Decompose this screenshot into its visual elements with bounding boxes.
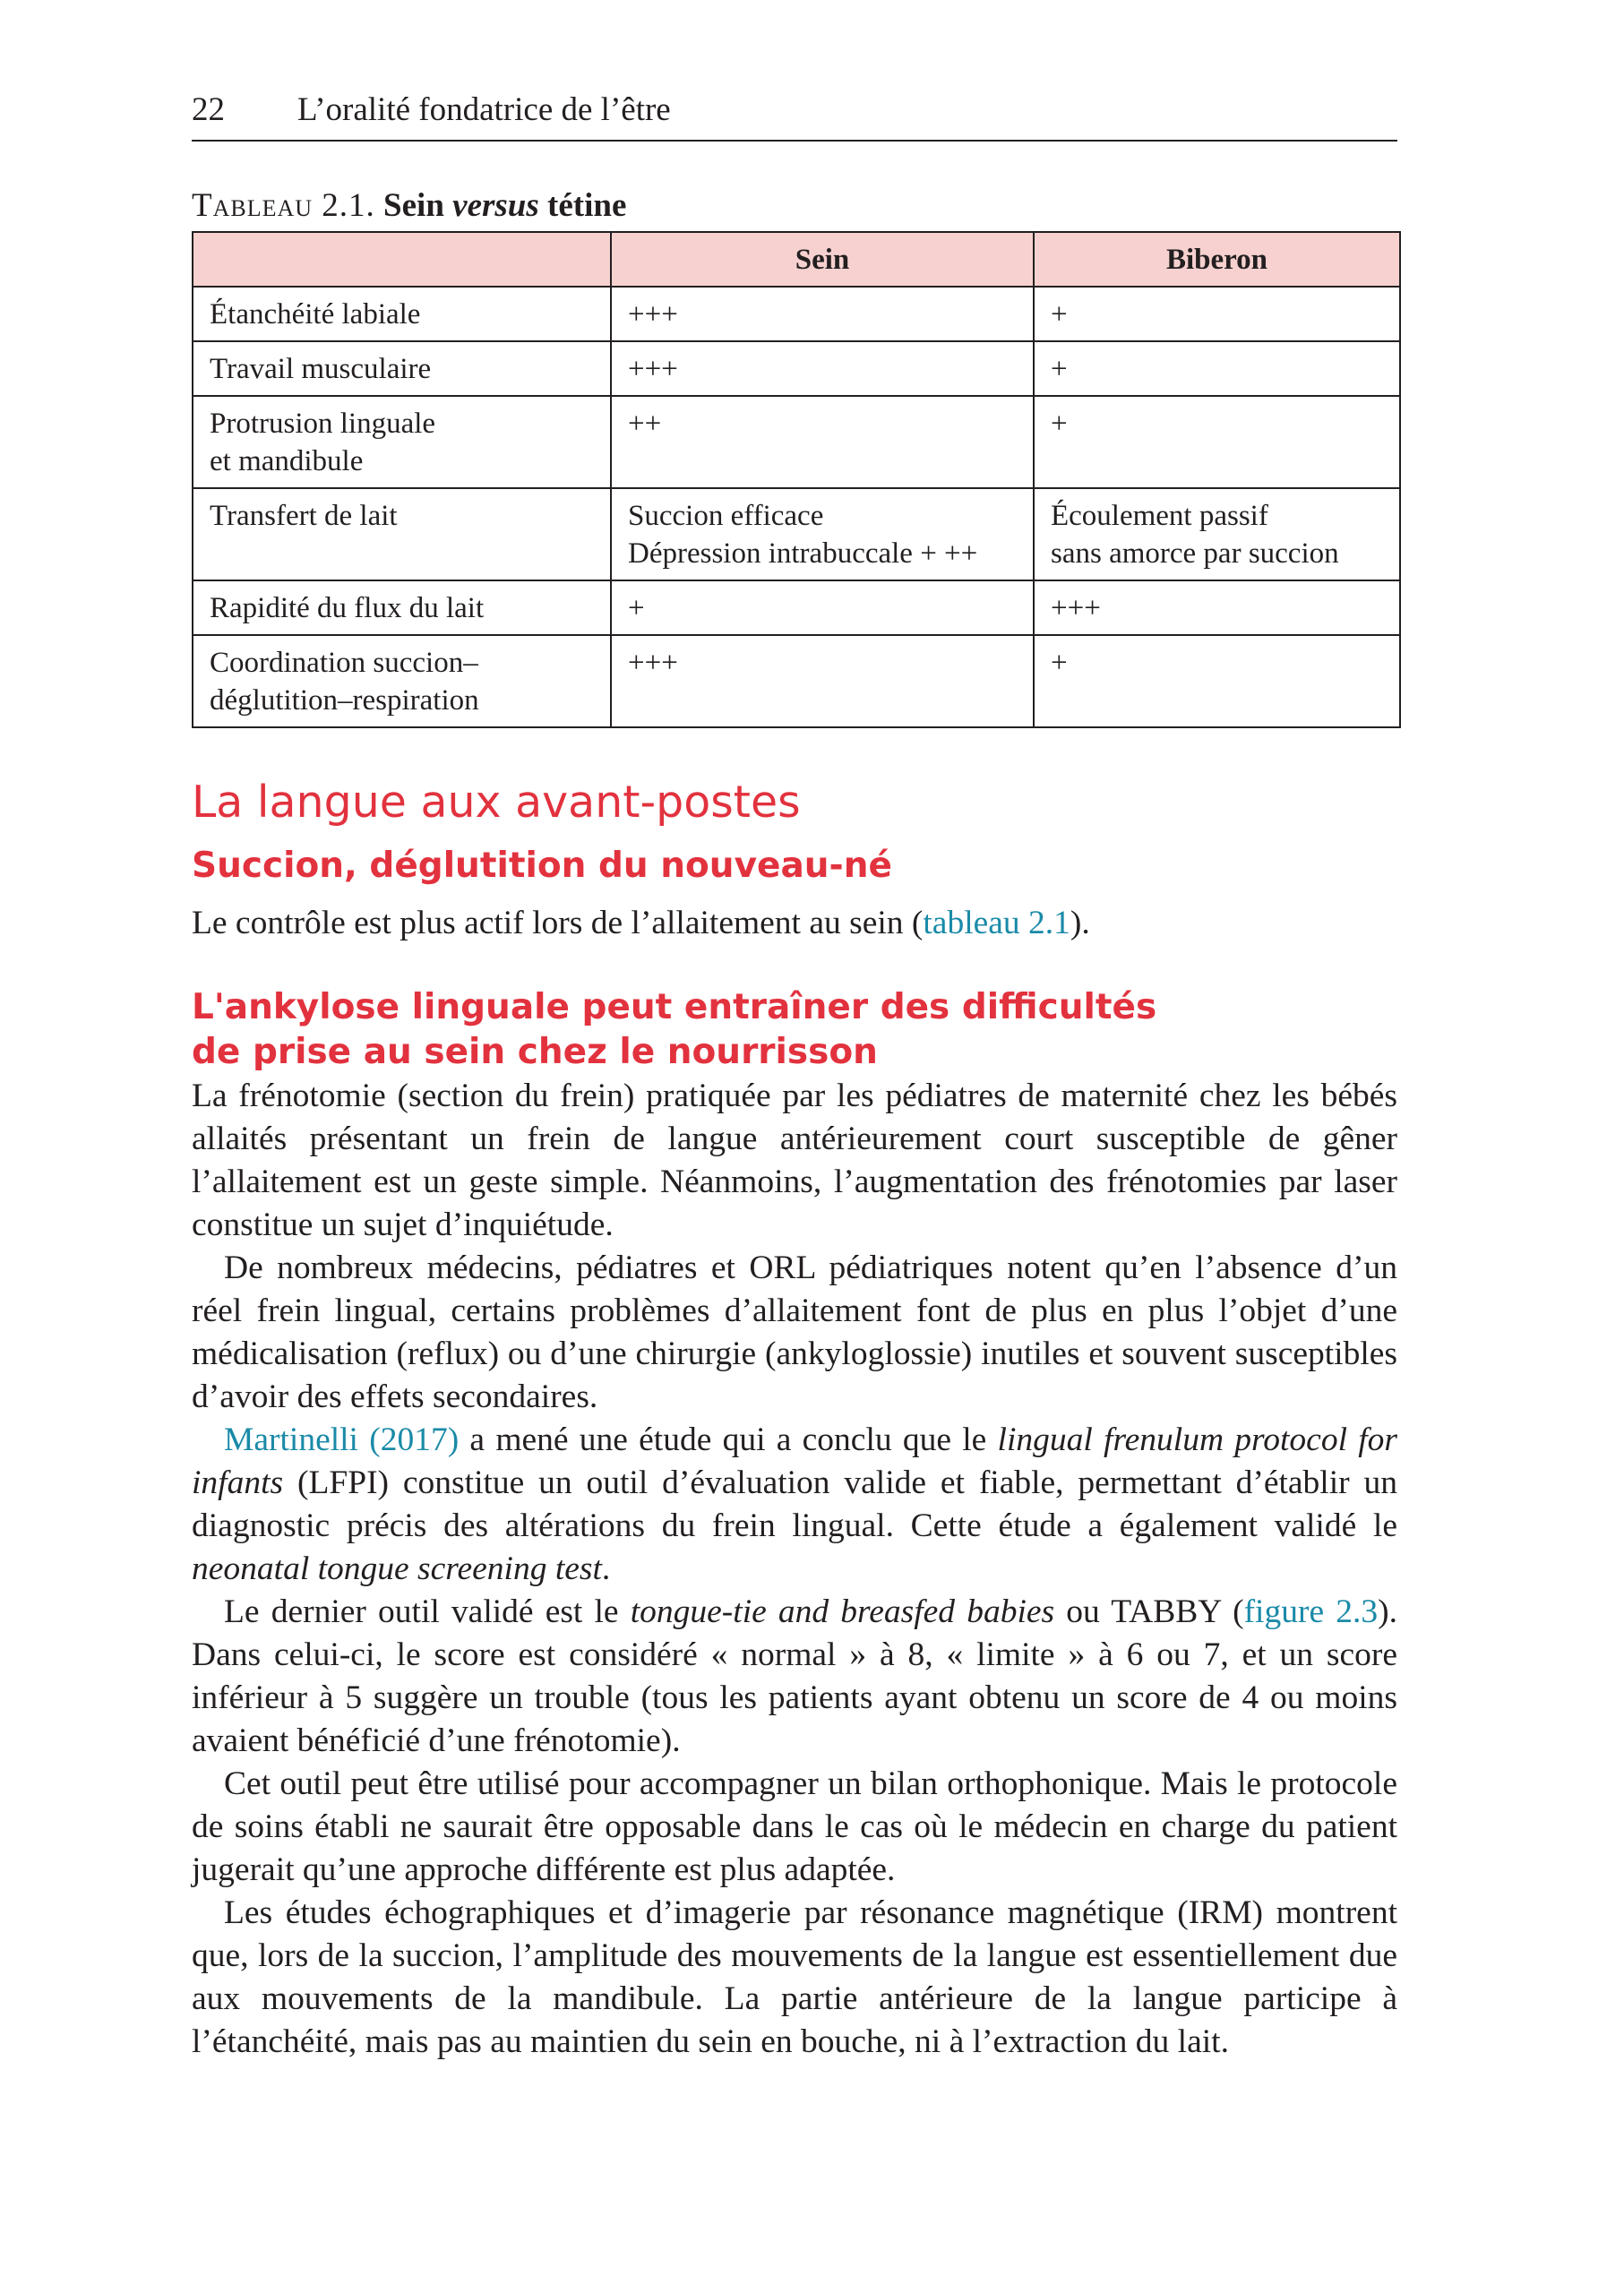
biberon-cell: + (1034, 635, 1400, 727)
sein-cell: +++ (611, 341, 1034, 396)
paragraph (192, 1763, 1397, 1892)
biberon-cell: + (1034, 287, 1400, 341)
text-run: Le dernier outil validé est le (224, 1593, 631, 1630)
row-label-cell: Travail musculaire (193, 341, 611, 396)
table-caption-label: Tableau 2.1. (192, 187, 375, 224)
text-run: ou TABBY ( (1054, 1593, 1244, 1630)
italic-run: tongue-tie and breasfed babies (630, 1593, 1055, 1630)
subheading-line: L'ankylose linguale peut entraîner des difficultés (192, 987, 1157, 1027)
sein-cell: +++ (611, 287, 1034, 341)
paragraph-controle (192, 902, 1397, 945)
biberon-cell: + (1034, 341, 1400, 396)
figure-ref-link[interactable]: figure 2.3 (1243, 1593, 1379, 1630)
header-cell-sein: Sein (611, 232, 1034, 287)
sein-cell: ++ (611, 396, 1034, 488)
table-ref-link[interactable]: tableau 2.1 (923, 905, 1070, 941)
italic-run: neonatal tongue screening test (192, 1550, 602, 1587)
row-label-cell: Transfert de lait (193, 488, 611, 580)
running-header (192, 88, 1397, 142)
text-run: De nombreux médecins, pédiatres et ORL pédiatriques notent qu’en l’absence d’un réel frein lingual, certains problèmes d’allaitement font de plus en plus l’objet d’une médicalisation (reflux) ou d’une chirurgie (ankyloglossie) inutiles et souvent susceptibles d’avoir des effets secondaires. (192, 1250, 1397, 1415)
paragraph (192, 1419, 1397, 1591)
table-caption-title (383, 187, 626, 224)
citation-link[interactable]: Martinelli (2017) (224, 1421, 460, 1458)
row-label-cell: Rapidité du flux du lait (193, 580, 611, 635)
subheading-succion: Succion, déglutition du nouveau-né (192, 846, 892, 886)
row-label-cell: Protrusion linguale et mandibule (193, 396, 611, 488)
caption-title-part: tétine (538, 187, 627, 224)
sein-cell: +++ (611, 635, 1034, 727)
paragraph (192, 1247, 1397, 1419)
text-run: ). (1070, 905, 1090, 941)
row-label-cell: Étanchéité labiale (193, 287, 611, 341)
text-run: Le contrôle est plus actif lors de l’allaitement au sein ( (192, 905, 924, 941)
table-row (193, 287, 1400, 341)
biberon-cell: +++ (1034, 580, 1400, 635)
text-run: . (601, 1550, 611, 1587)
page-number: 22 (192, 91, 225, 128)
paragraph: La frénotomie (section du frein) pratiquée par les pédiatres de maternité chez les bébés allaités présentant un frein de langue antérieurement court susceptible de gêner l’allaitement est un geste simple. Néanmoins, l’augmentation des frénotomies par laser constitue un sujet d’inquiétude. (192, 1078, 1397, 1243)
paragraph (192, 1591, 1397, 1763)
caption-title-italic: versus (452, 187, 539, 224)
sein-cell: + (611, 580, 1034, 635)
text-run: Cet outil peut être utilisé pour accompagner un bilan orthophonique. Mais le protocole de soins établi ne saurait être opposable dans le cas où le médecin en charge du patient jugerait qu’une approche différente est plus adaptée. (192, 1765, 1397, 1888)
table-row (193, 341, 1400, 396)
text-run: Les études échographiques et d’imagerie par résonance magnétique (IRM) montrent que, lors de la succion, l’amplitude des mouvements de la langue est essentiellement due aux mouvements de la mandibule. La partie antérieure de la langue participe à l’étanchéité, mais pas au maintien du sein en bouche, ni à l’extraction du lait. (192, 1894, 1397, 2060)
header-cell-biberon: Biberon (1034, 232, 1400, 287)
table-row (193, 396, 1400, 488)
comparison-table (192, 231, 1401, 728)
biberon-cell: + (1034, 396, 1400, 488)
table-row (193, 488, 1400, 580)
text-run: (LFPI) constitue un outil d’évaluation valide et fiable, permettant d’établir un diagnostic précis des altérations du frein lingual. Cette étude a également validé le (192, 1464, 1397, 1544)
sein-cell: Succion efficace Dépression intrabuccale + ++ (611, 488, 1034, 580)
text-run: ). Dans celui-ci, le score est considéré « normal » à 8, « limite » à 6 ou 7, et un score inférieur à 5 suggère un trouble (tous les patients ayant obtenu un score de 4 ou moins avaient bénéficié d’une frénotomie). (192, 1593, 1397, 1759)
paragraph (192, 1892, 1397, 2064)
caption-title-part: Sein (383, 187, 453, 224)
body-text (192, 1075, 1397, 2064)
table-row (193, 580, 1400, 635)
biberon-cell: Écoulement passif sans amorce par succion (1034, 488, 1400, 580)
italic-run: lingual frenulum protocol for infants (192, 1421, 1397, 1501)
row-label-cell: Coordination succion– déglutition–respiration (193, 635, 611, 727)
subheading-line: de prise au sein chez le nourrisson (192, 1032, 878, 1072)
text-run: a mené une étude qui a conclu que le (459, 1421, 998, 1458)
table-header-row (193, 232, 1400, 287)
section-heading: La langue aux avant-postes (192, 777, 801, 828)
table-row (193, 635, 1400, 727)
subheading-ankylose (192, 985, 1156, 1075)
header-cell-empty (193, 232, 611, 287)
table-caption (192, 184, 626, 228)
running-title: L’oralité fondatrice de l’être (297, 91, 671, 128)
